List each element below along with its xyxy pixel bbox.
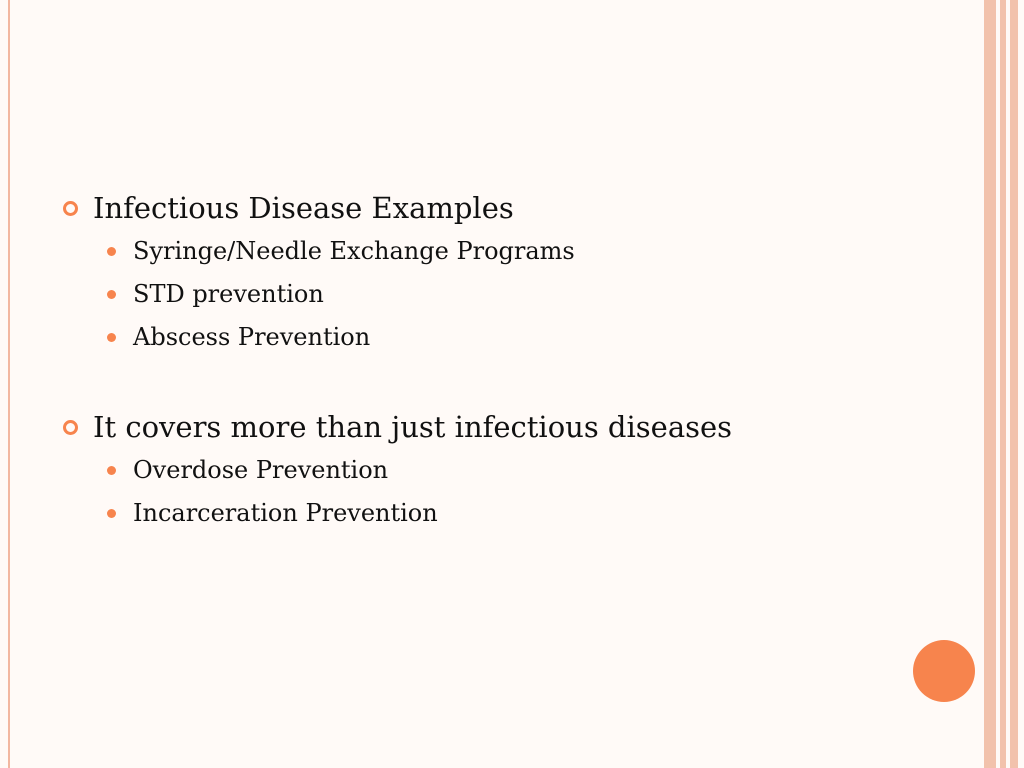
filled-dot-bullet-icon [107,466,116,475]
sub-bullet-text: Incarceration Prevention [133,499,438,527]
sub-bullet-item [107,230,922,273]
bullet-section-2 [62,405,922,535]
sub-bullet-text: Overdose Prevention [133,456,389,484]
sub-bullet-text: Abscess Prevention [133,323,371,351]
filled-dot-bullet-icon [107,290,116,299]
section-spacer [62,359,922,405]
sub-bullet-item [107,449,922,492]
bullet-heading: It covers more than just infectious diseases [93,410,733,444]
filled-dot-bullet-icon [107,247,116,256]
hollow-circle-bullet-icon [62,419,79,436]
bullet-section-1 [62,186,922,359]
filled-dot-bullet-icon [107,333,116,342]
orange-circle-decoration [913,640,975,702]
sub-bullet-list [62,230,922,359]
right-stripe-band-decoration [978,0,1024,768]
bullet-heading: Infectious Disease Examples [93,191,514,225]
sub-bullet-item [107,273,922,316]
sub-bullet-text: Syringe/Needle Exchange Programs [133,237,575,265]
sub-bullet-item [107,316,922,359]
bullet-level-1 [62,186,922,230]
filled-dot-bullet-icon [107,509,116,518]
hollow-circle-bullet-icon [62,200,79,217]
bullet-level-1 [62,405,922,449]
sub-bullet-list [62,449,922,535]
sub-bullet-item [107,492,922,535]
left-stripe-decoration [8,0,10,768]
slide-body [62,186,922,535]
sub-bullet-text: STD prevention [133,280,324,308]
